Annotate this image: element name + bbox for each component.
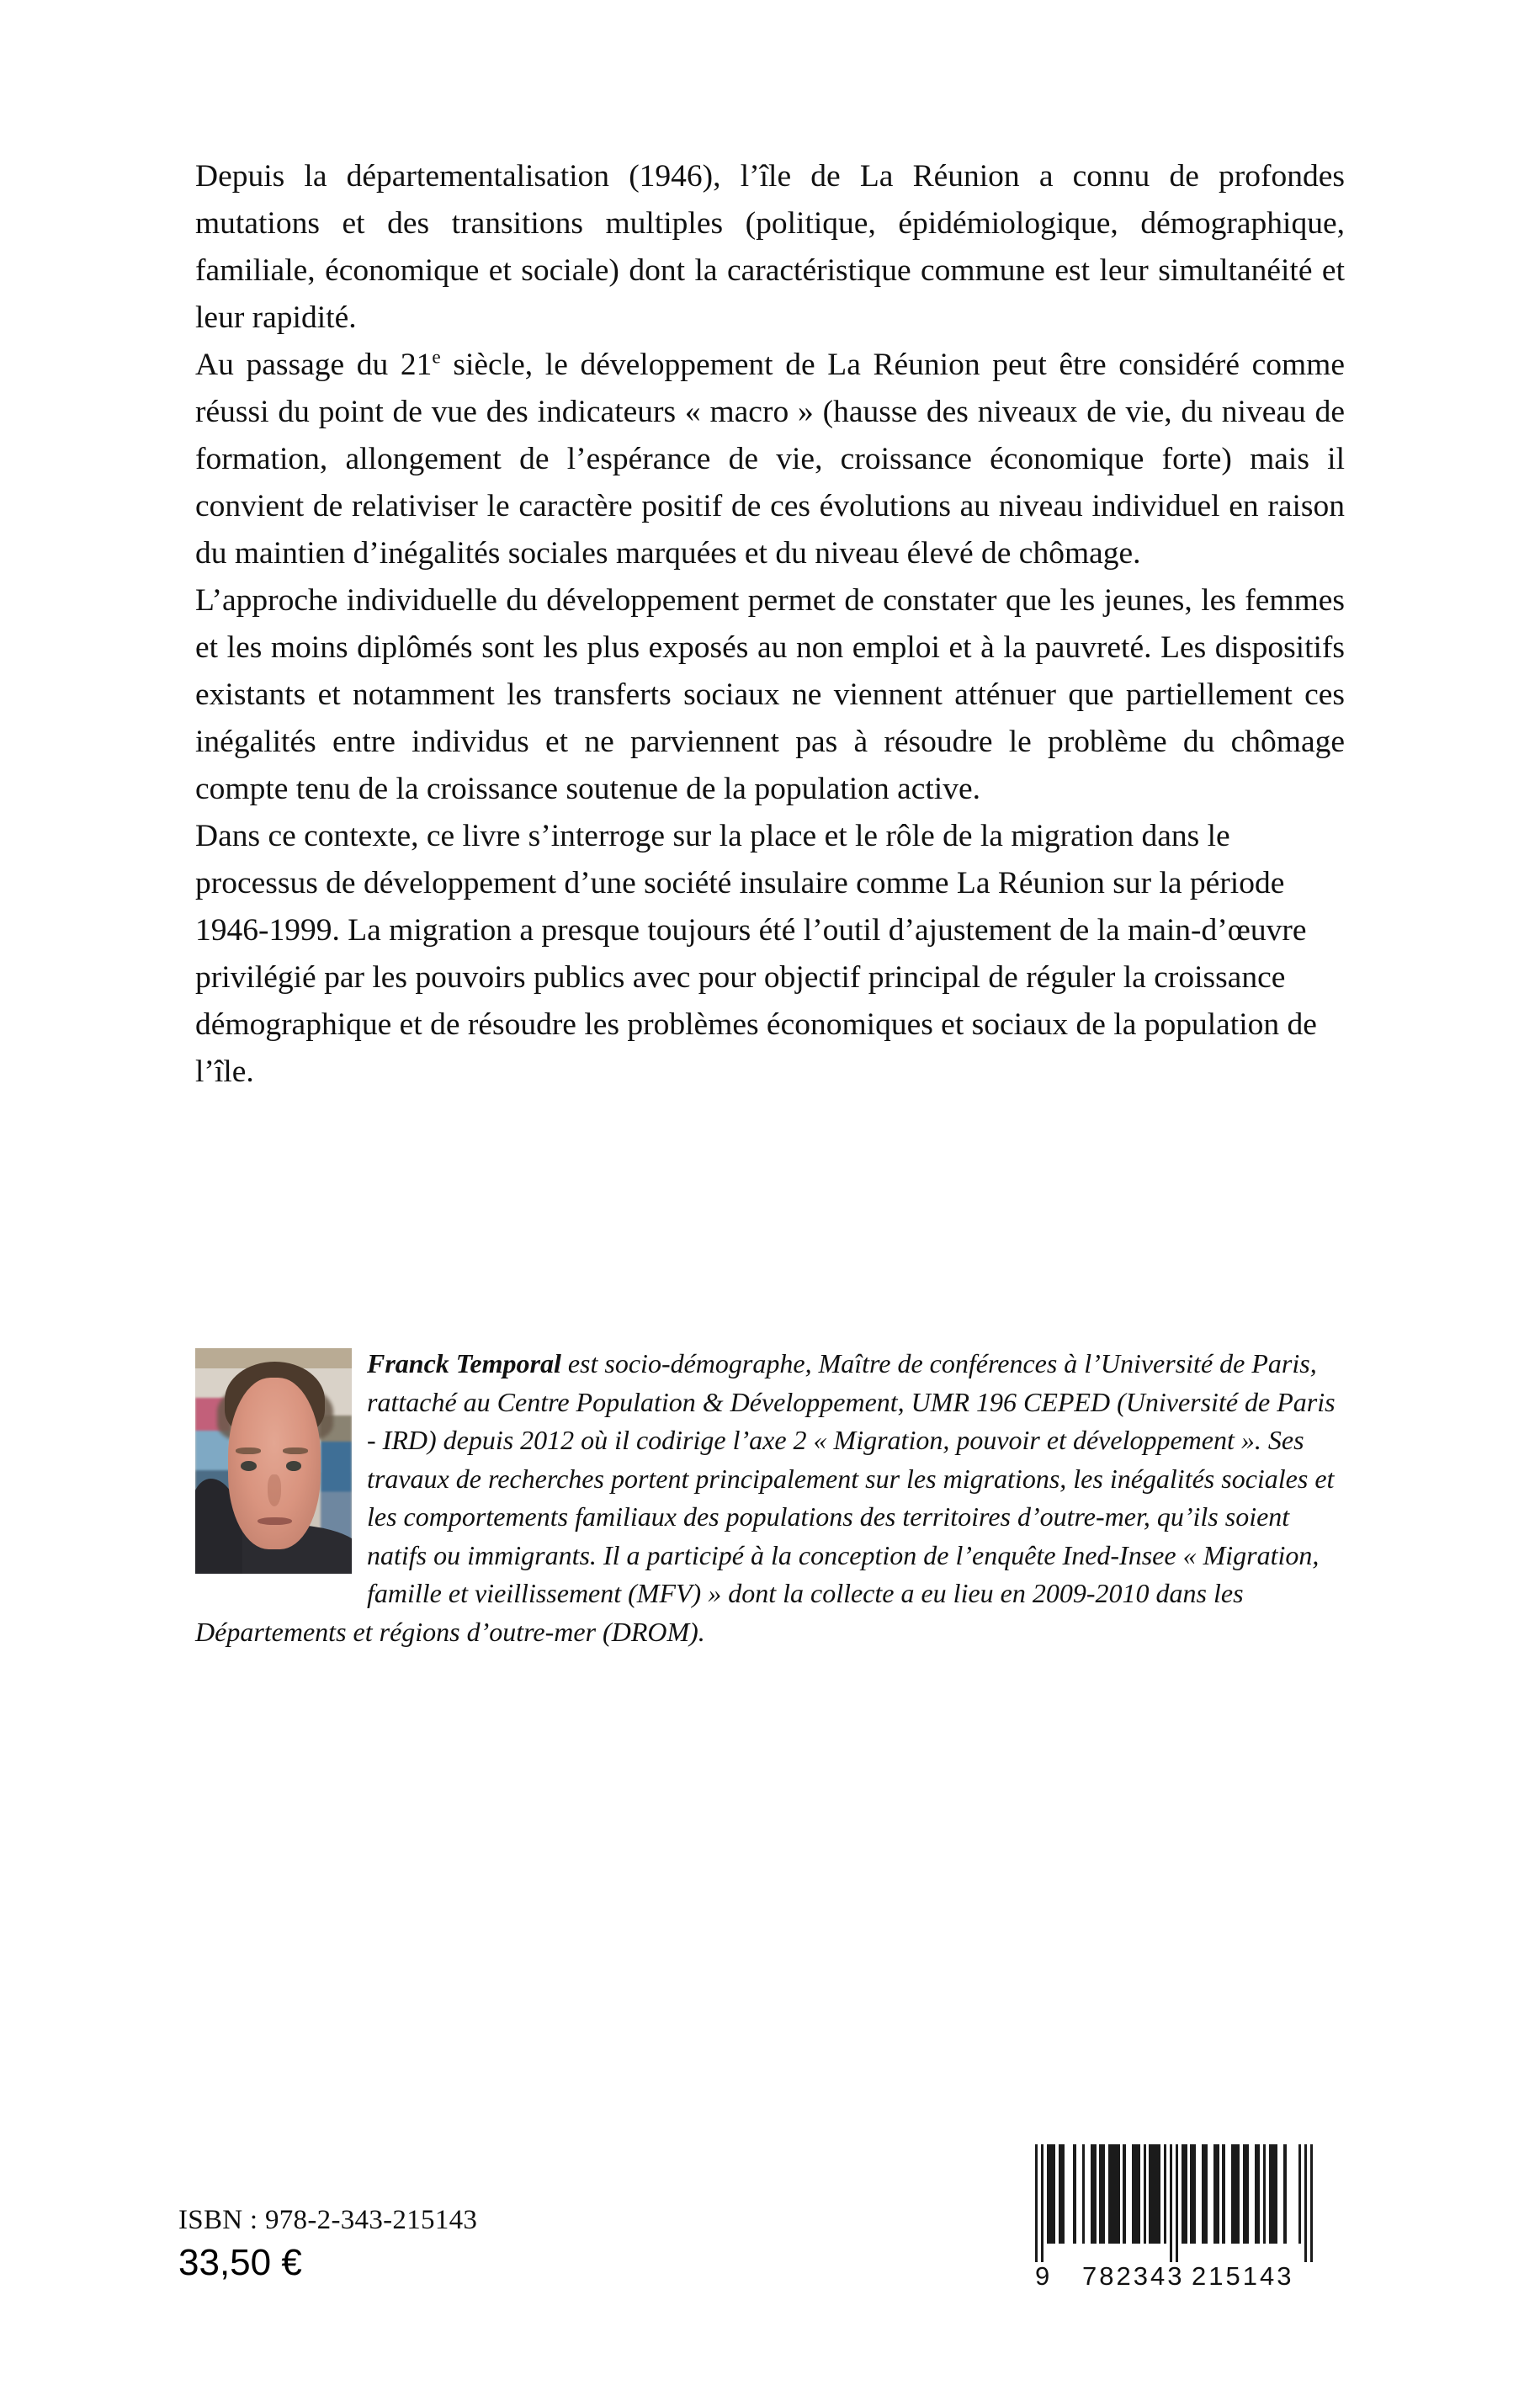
barcode-bar: [1231, 2144, 1240, 2244]
barcode-bar: [1310, 2144, 1313, 2262]
barcode-bar: [1202, 2144, 1208, 2244]
barcode-bar: [1035, 2144, 1038, 2262]
barcode-bar: [1164, 2144, 1166, 2244]
barcode-bar: [1176, 2144, 1178, 2262]
barcode-bar: [1182, 2144, 1187, 2244]
barcode-bar: [1269, 2144, 1277, 2244]
barcode-bar: [1144, 2144, 1146, 2244]
author-bio-block: [195, 1345, 1345, 1651]
photo-eyebrow-right: [283, 1447, 308, 1455]
photo-nose: [268, 1474, 282, 1506]
blurb-paragraph-1: Depuis la départementalisation (1946), l’île de La Réunion a connu de profondes mutations et des transitions multiples (politique, épidémiologique, démographique, familiale, économique et sociale) dont la caractéristique commune est leur simultanéité et leur rapidité.: [195, 159, 1345, 335]
blurb-p2-prefix: Au passage du 21: [195, 348, 433, 382]
photo-eye-right: [286, 1461, 302, 1471]
isbn-price-block: [178, 2205, 477, 2284]
photo-eye-left: [241, 1461, 257, 1471]
barcode-bar: [1073, 2144, 1075, 2244]
author-photo: [195, 1348, 352, 1574]
barcode-digits-right-group: 215143: [1192, 2261, 1294, 2291]
barcode-bar: [1283, 2144, 1286, 2244]
barcode-bar: [1099, 2144, 1105, 2244]
barcode-digits-left-group: 782343: [1082, 2261, 1185, 2291]
author-bio-text: est socio-démographe, Maître de conférences à l’Université de Paris, rattaché au Centre Population & Développement, UMR 196 CEPED (Université de Paris - IRD) depuis 2012 où il codirige l’axe 2 « Migration, pouvoir et développement ». Ses travaux de recherches portent principalement sur les migrations, les inégalités sociales et les comportements familiaux des populations des territoires d’outre-mer, qu’ils soient natifs ou immigrants. Il a participé à la conception de l’enquête Ined-Insee « Migration, famille et vieillissement (MFV) » dont la collecte a eu lieu en 2009-2010 dans les Départements et régions d’outre-mer (DROM).: [195, 1348, 1336, 1647]
barcode-bar: [1041, 2144, 1043, 2262]
barcode-bar: [1255, 2144, 1261, 2244]
barcode-bar: [1243, 2144, 1249, 2244]
barcode-bars: [1035, 2144, 1313, 2262]
barcode-bar: [1149, 2144, 1160, 2244]
barcode-bar: [1082, 2144, 1085, 2244]
photo-eyebrow-left: [236, 1447, 261, 1455]
barcode-bar: [1059, 2144, 1065, 2244]
isbn-label: ISBN : 978-2-343-215143: [178, 2205, 478, 2235]
blurb-text-block: [195, 153, 1345, 1096]
barcode-human-readable: [1035, 2262, 1313, 2291]
barcode-bar: [1263, 2144, 1266, 2244]
blurb-paragraph-4: Dans ce contexte, ce livre s’interroge sur la place et le rôle de la migration dans le processus de développement d’une société insulaire comme La Réunion sur la période 1946-1999. La migration a presque toujours été l’outil d’ajustement de la main-d’œuvre privilégié par les pouvoirs publics avec pour objectif principal de réguler la croissance démographique et de résoudre les problèmes économiques et sociaux de la population de l’île.: [195, 819, 1317, 1089]
blurb-paragraph-2: [195, 342, 1345, 577]
barcode-digit-first: 9: [1035, 2261, 1050, 2291]
barcode: [1035, 2144, 1313, 2291]
barcode-bar: [1170, 2144, 1172, 2262]
barcode-bar: [1132, 2144, 1140, 2244]
photo-mouth: [258, 1517, 292, 1525]
barcode-bar: [1108, 2144, 1120, 2244]
barcode-bar: [1123, 2144, 1125, 2244]
blurb-paragraph-3: L’approche individuelle du développement permet de constater que les jeunes, les femmes et les moins diplômés sont les plus exposés au non emploi et à la pauvreté. Les dispositifs existants et notamment les transferts sociaux ne viennent atténuer que partiellement ces inégalités entre individus et ne parviennent pas à résoudre le problème du chômage compte tenu de la croissance soutenue de la population active.: [195, 583, 1345, 806]
ordinal-superscript: e: [432, 346, 441, 369]
barcode-bar: [1091, 2144, 1097, 2244]
barcode-bar: [1222, 2144, 1224, 2244]
barcode-bar: [1298, 2144, 1301, 2244]
barcode-bar: [1213, 2144, 1219, 2244]
barcode-bar: [1047, 2144, 1055, 2244]
price-label: 33,50 €: [178, 2242, 302, 2283]
barcode-bar: [1304, 2144, 1307, 2262]
barcode-bar: [1190, 2144, 1196, 2244]
blurb-p2-rest: siècle, le développement de La Réunion peut être considéré comme réussi du point de vue des indicateurs « macro » (hausse des niveaux de vie, du niveau de formation, allongement de l’espérance de vie, croissance économique forte) mais il convient de relativiser le caractère positif de ces évolutions au niveau individuel en raison du maintien d’inégalités sociales marquées et du niveau élevé de chômage.: [195, 348, 1345, 571]
author-name: Franck Temporal: [367, 1348, 561, 1378]
author-bio-paragraph: [195, 1345, 1345, 1651]
